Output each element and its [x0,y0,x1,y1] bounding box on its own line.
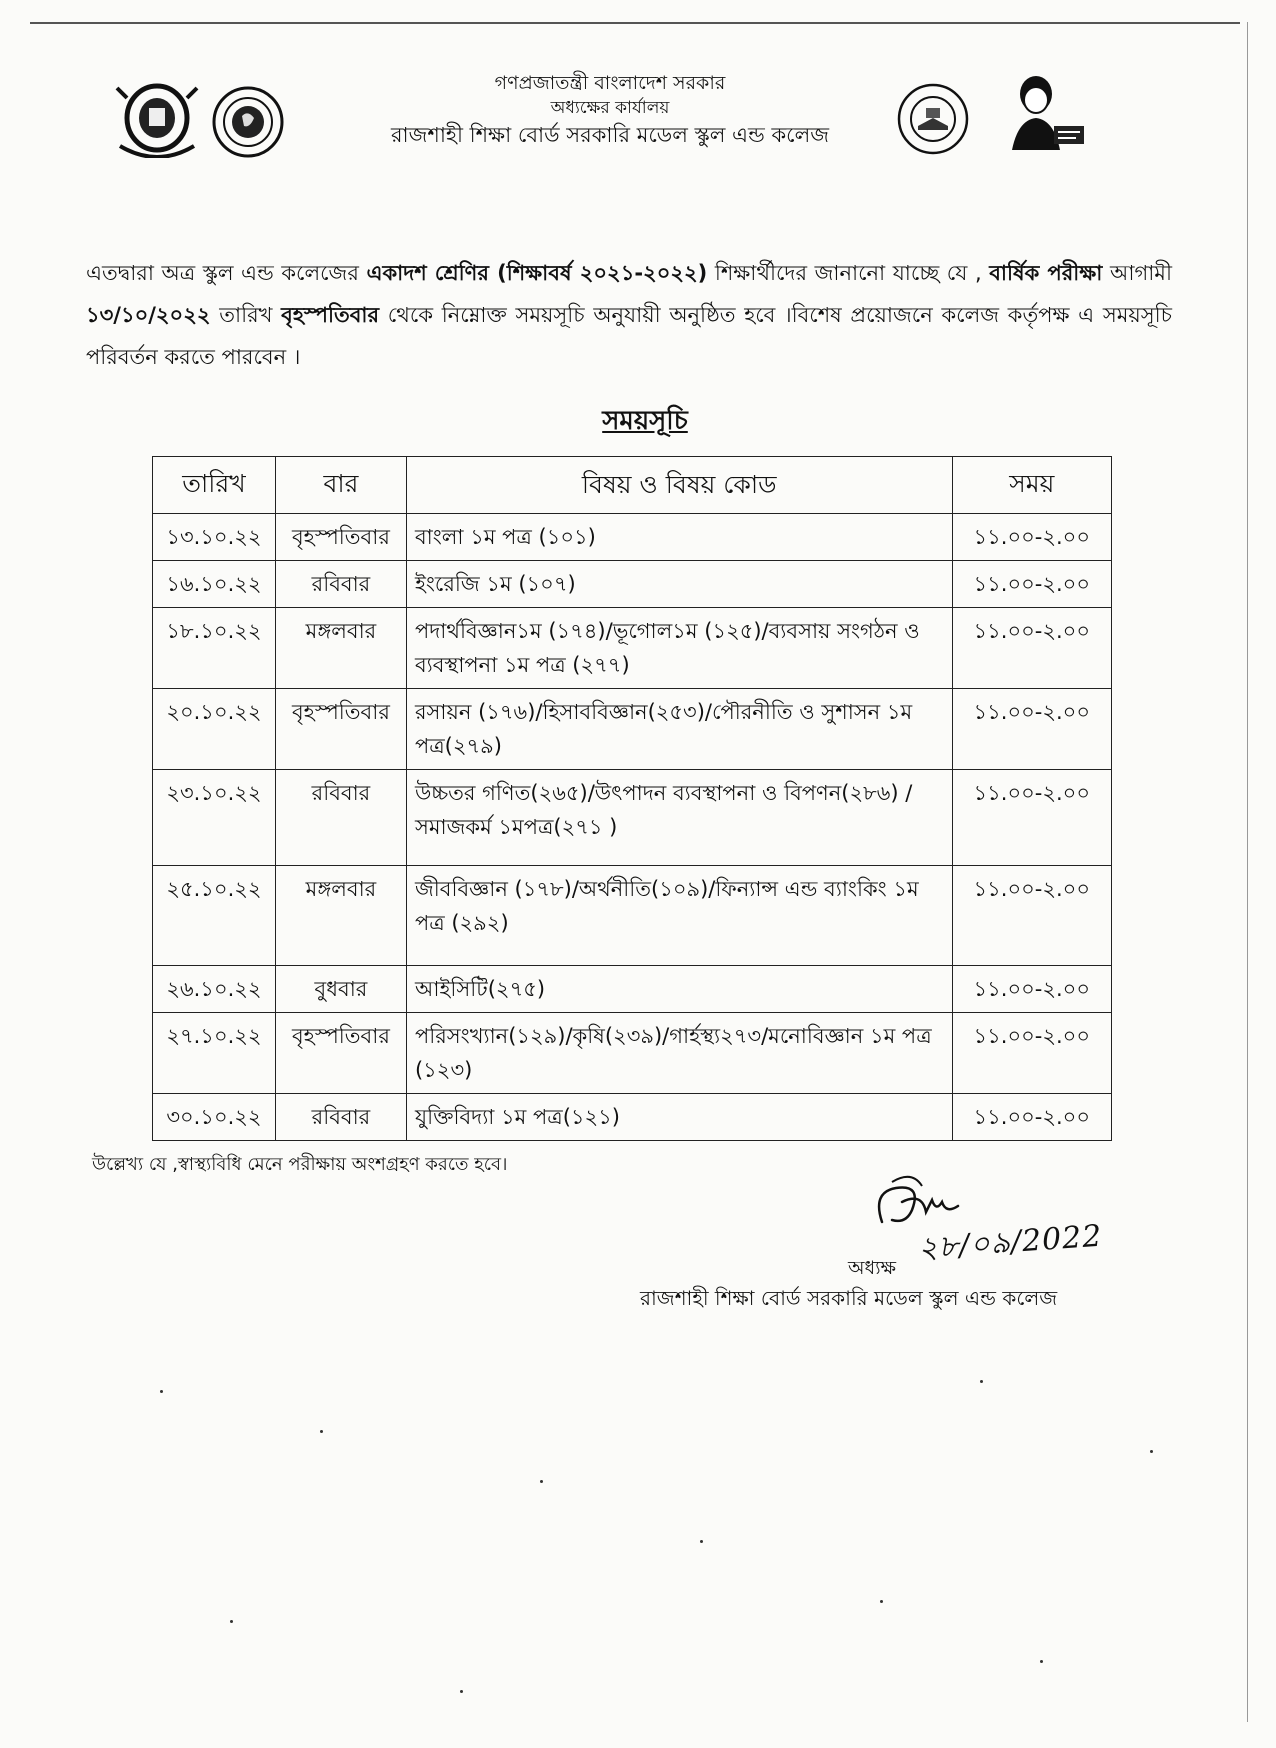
row-subject: ইংরেজি ১ম (১০৭) [406,561,952,608]
table-row [153,1013,1112,1094]
header-subject: বিষয় ও বিষয় কোড [406,457,952,514]
footnote: উল্লেখ্য যে ,স্বাস্থ্যবিধি মেনে পরীক্ষায় অংশগ্রহণ করতে হবে। [92,1154,508,1175]
row-time: ১১.০০-২.০০ [952,608,1112,689]
scan-speck [160,1390,163,1393]
scan-speck [320,1430,323,1433]
row-time: ১১.০০-২.০০ [952,514,1112,561]
notice-start-date: ১৩/১০/২০২২ [86,303,211,327]
row-time: ১১.০০-২.০০ [952,770,1112,866]
table-header-row [153,457,1112,514]
scan-speck [1150,1450,1153,1453]
row-date: ২৬.১০.২২ [153,966,276,1013]
row-subject: পরিসংখ্যান(১২৯)/কৃষি(২৩৯)/গার্হস্থ্য২৭৩/মনোবিজ্ঞান ১ম পত্র (১২৩) [406,1013,952,1094]
row-day: বৃহস্পতিবার [275,1013,406,1094]
table-row [153,514,1112,561]
schedule-table [152,456,1112,1141]
table-row [153,608,1112,689]
row-day: মঙ্গলবার [275,866,406,966]
notice-paragraph [86,252,1172,378]
school-logo-icon [896,82,970,156]
scan-speck [980,1380,983,1383]
row-subject: উচ্চতর গণিত(২৬৫)/উৎপাদন ব্যবস্থাপনা ও বিপণন(২৮৬) /সমাজকর্ম ১মপত্র(২৭১ ) [406,770,952,866]
letterhead [330,70,890,150]
row-time: ১১.০০-২.০০ [952,1094,1112,1141]
row-date: ২৩.১০.২২ [153,770,276,866]
notice-exam: বার্ষিক পরীক্ষা [989,261,1103,285]
row-time: ১১.০০-২.০০ [952,866,1112,966]
table-row [153,770,1112,866]
table-row [153,866,1112,966]
row-date: ২০.১০.২২ [153,689,276,770]
row-time: ১১.০০-২.০০ [952,966,1112,1013]
row-day: রবিবার [275,1094,406,1141]
schedule-title: সময়সূচি [602,406,688,436]
notice-text: থেকে নিম্নোক্ত সময়সূচি অনুযায়ী অনুষ্ঠিত হবে ।বিশেষ প্রয়োজনে কলেজ কর্তৃপক্ষ এ সময়সূচি পরিবর্তন করতে পারবেন । [86,303,1172,369]
scan-speck [460,1690,463,1693]
institution-name: রাজশাহী শিক্ষা বোর্ড সরকারি মডেল স্কুল এন্ড কলেজ [390,123,830,147]
notice-text: শিক্ষার্থীদের জানানো যাচ্ছে যে , [707,261,990,285]
signatory-title: অধ্যক্ষ [848,1257,897,1279]
signatory-organization: রাজশাহী শিক্ষা বোর্ড সরকারি মডেল স্কুল এন্ড কলেজ [640,1286,1058,1310]
notice-class: একাদশ শ্রেণির (শিক্ষাবর্ষ ২০২১-২০২২) [366,261,708,285]
row-date: ২৭.১০.২২ [153,1013,276,1094]
notice-text: আগামী [1102,261,1172,285]
row-date: ১৮.১০.২২ [153,608,276,689]
scan-speck [880,1600,883,1603]
mujib-portrait-icon [998,70,1088,152]
row-subject: পদার্থবিজ্ঞান১ম (১৭৪)/ভূগোল১ম (১২৫)/ব্যবসায় সংগঠন ও ব্যবস্থাপনা ১ম পত্র (২৭৭) [406,608,952,689]
row-day: বৃহস্পতিবার [275,689,406,770]
row-subject: রসায়ন (১৭৬)/হিসাববিজ্ঞান(২৫৩)/পৌরনীতি ও সুশাসন ১ম পত্র(২৭৯) [406,689,952,770]
header-date: তারিখ [153,457,276,514]
scan-speck [1040,1660,1043,1663]
scan-speck [230,1620,233,1623]
page-frame-right [1247,22,1248,1722]
police-emblem-icon [112,78,202,158]
row-date: ৩০.১০.২২ [153,1094,276,1141]
notice-text: তারিখ [210,303,282,327]
scan-speck [700,1540,703,1543]
table-row [153,966,1112,1013]
row-subject: আইসিটি(২৭৫) [406,966,952,1013]
row-time: ১১.০০-২.০০ [952,689,1112,770]
table-row [153,689,1112,770]
header-time: সময় [952,457,1112,514]
signature-date: ২৮/০৯/2022 [916,1218,1104,1267]
row-subject: জীববিজ্ঞান (১৭৮)/অর্থনীতি(১০৯)/ফিন্যান্স এন্ড ব্যাংকিং ১ম পত্র (২৯২) [406,866,952,966]
row-day: বুধবার [275,966,406,1013]
header-day: বার [275,457,406,514]
government-seal-icon [210,84,286,160]
row-date: ১৩.১০.২২ [153,514,276,561]
notice-text: এতদ্বারা অত্র স্কুল এন্ড কলেজের [86,261,367,285]
govt-title: গণপ্রজাতন্ত্রী বাংলাদেশ সরকার [494,72,726,94]
row-subject: বাংলা ১ম পত্র (১০১) [406,514,952,561]
notice-start-day: বৃহস্পতিবার [281,303,380,327]
scan-speck [540,1480,543,1483]
row-subject: যুক্তিবিদ্যা ১ম পত্র(১২১) [406,1094,952,1141]
row-date: ১৬.১০.২২ [153,561,276,608]
row-date: ২৫.১০.২২ [153,866,276,966]
row-time: ১১.০০-২.০০ [952,561,1112,608]
table-row [153,1094,1112,1141]
row-time: ১১.০০-২.০০ [952,1013,1112,1094]
page-frame-top [30,22,1240,24]
row-day: রবিবার [275,770,406,866]
table-row [153,561,1112,608]
row-day: বৃহস্পতিবার [275,514,406,561]
row-day: মঙ্গলবার [275,608,406,689]
row-day: রবিবার [275,561,406,608]
office-title: অধ্যক্ষের কার্যালয় [550,98,670,118]
